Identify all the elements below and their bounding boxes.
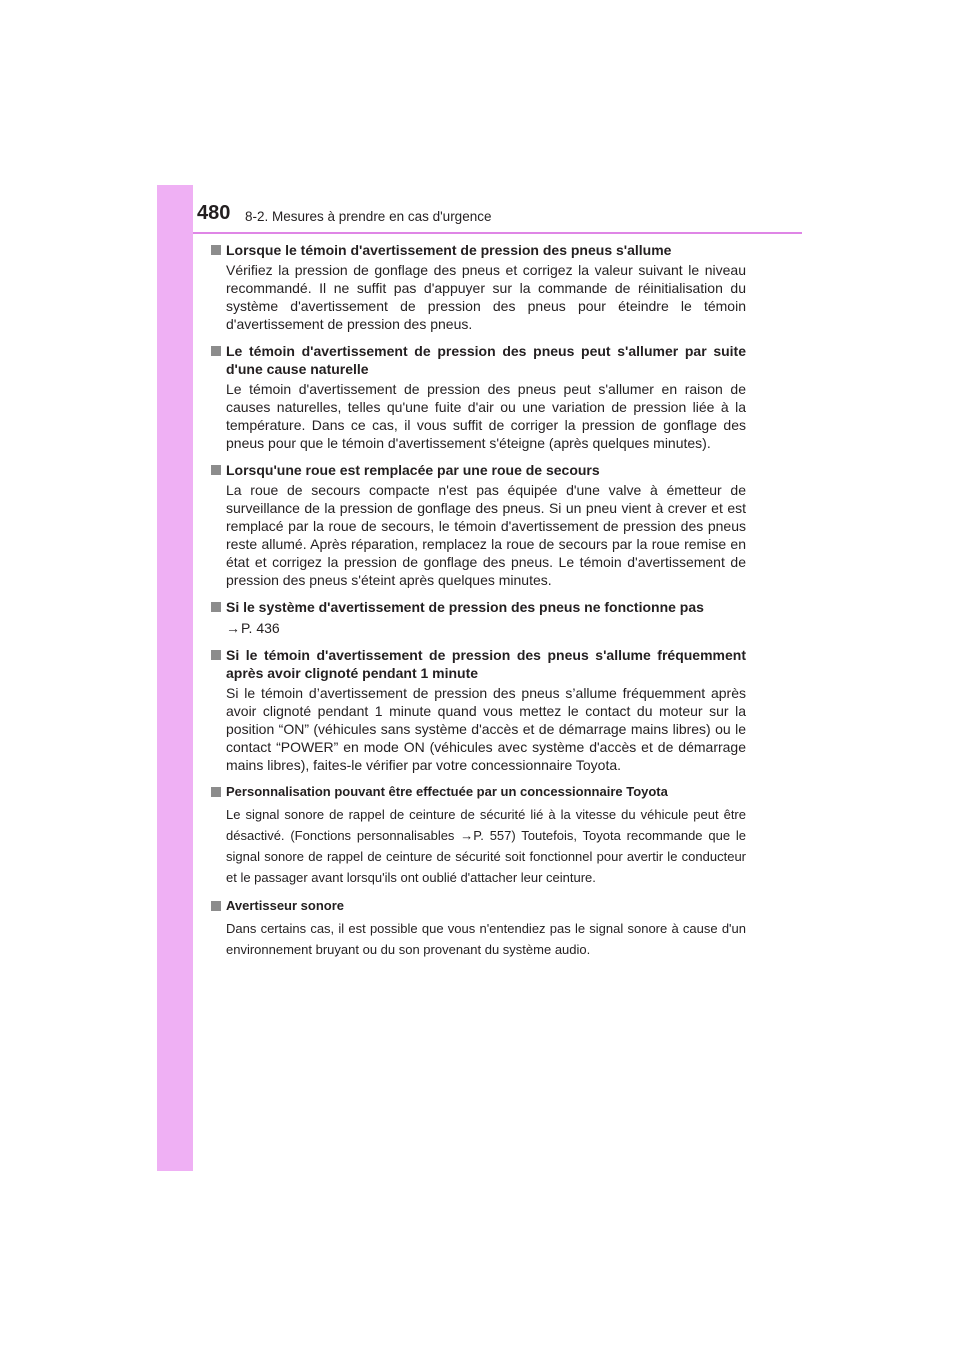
section-heading: Si le système d'avertissement de pression des pneus ne fonctionne pas — [211, 598, 746, 616]
section-heading: Lorsque le témoin d'avertissement de pression des pneus s'allume — [211, 241, 746, 259]
section-body: Vérifiez la pression de gonflage des pneus et corrigez la valeur suivant le niveau recommandé. Il ne suffit pas d'appuyer sur la commande de réinitialisation du système d'avertissement de pression des pneus pour éteindre le témoin d'avertissement de pression des pneus. — [226, 262, 746, 332]
section-heading: Le témoin d'avertissement de pression des pneus peut s'allumer par suite d'une cause naturelle — [211, 342, 746, 378]
section-body: La roue de secours compacte n'est pas équipée d'une valve à émetteur de surveillance de la pression de gonflage des pneus. Si un pneu vient à crever et est remplacé par la roue de secours, le témoin d'avertissement de pression des pneus reste allumé. Après réparation, remplacez la roue de secours par la roue remise en état et corrigez la pression de gonflage des pneus. Le témoin d'avertissement de pression des pneus s'éteint après quelques minutes. — [226, 482, 746, 588]
section-customization — [211, 783, 746, 888]
arrow-right-icon: → — [226, 620, 240, 636]
square-bullet-icon — [211, 602, 221, 612]
page-number: 480 — [197, 202, 231, 224]
section-body: Le signal sonore de rappel de ceinture de sécurité lié à la vitesse du véhicule peut être désactivé. (Fonctions personnalisables →P. 557) Toutefois, Toyota recommande que le signal sonore de rappel de ceinture de sécurité soit fonctionnel pour avertir le conducteur et le passager avant lorsqu'ils ont oublié d'attacher leur ceinture. — [226, 807, 746, 885]
section-buzzer — [211, 897, 746, 960]
page-reference[interactable] — [226, 619, 746, 637]
section-body: Dans certains cas, il est possible que vous n'entendiez pas le signal sonore à cause d'un environnement bruyant ou du son provenant du système audio. — [226, 921, 746, 957]
section-heading: Personnalisation pouvant être effectuée par un concessionnaire Toyota — [211, 783, 746, 801]
section-tpws-light-on — [211, 241, 746, 333]
section-heading: Avertisseur sonore — [211, 897, 746, 915]
page-reference-text: P. 436 — [241, 620, 280, 636]
section-system-malfunction — [211, 598, 746, 637]
square-bullet-icon — [211, 650, 221, 660]
header-rule — [193, 232, 802, 234]
square-bullet-icon — [211, 245, 221, 255]
section-heading: Si le témoin d'avertissement de pression des pneus s'allume fréquemment après avoir clignoté pendant 1 minute — [211, 646, 746, 682]
section-frequent-light — [211, 646, 746, 774]
chapter-tab-bar — [157, 185, 193, 1171]
square-bullet-icon — [211, 346, 221, 356]
page-content — [211, 241, 746, 969]
section-body: Le témoin d'avertissement de pression des pneus peut s'allumer en raison de causes naturelles, telles qu'une fuite d'air ou une variation de pression liée à la température. Dans ce cas, il vous suffit de corriger la pression de gonflage des pneus pour que le témoin d'avertissement s'éteigne (après quelques minutes). — [226, 381, 746, 451]
section-body: Si le témoin d’avertissement de pression des pneus s’allume fréquemment après avoir clignoté pendant 1 minute quand vous mettez le contact du moteur sur la position “ON” (véhicules sans système d'accès et de démarrage mains libres) ou le contact “POWER” en mode ON (véhicules avec système d'accès et de démarrage mains libres), faites-le vérifier par votre concessionnaire Toyota. — [226, 685, 746, 773]
section-natural-cause — [211, 342, 746, 452]
section-spare-wheel — [211, 461, 746, 589]
square-bullet-icon — [211, 787, 221, 797]
square-bullet-icon — [211, 901, 221, 911]
section-heading: Lorsqu'une roue est remplacée par une roue de secours — [211, 461, 746, 479]
chapter-title: 8-2. Mesures à prendre en cas d'urgence — [245, 209, 492, 224]
square-bullet-icon — [211, 465, 221, 475]
